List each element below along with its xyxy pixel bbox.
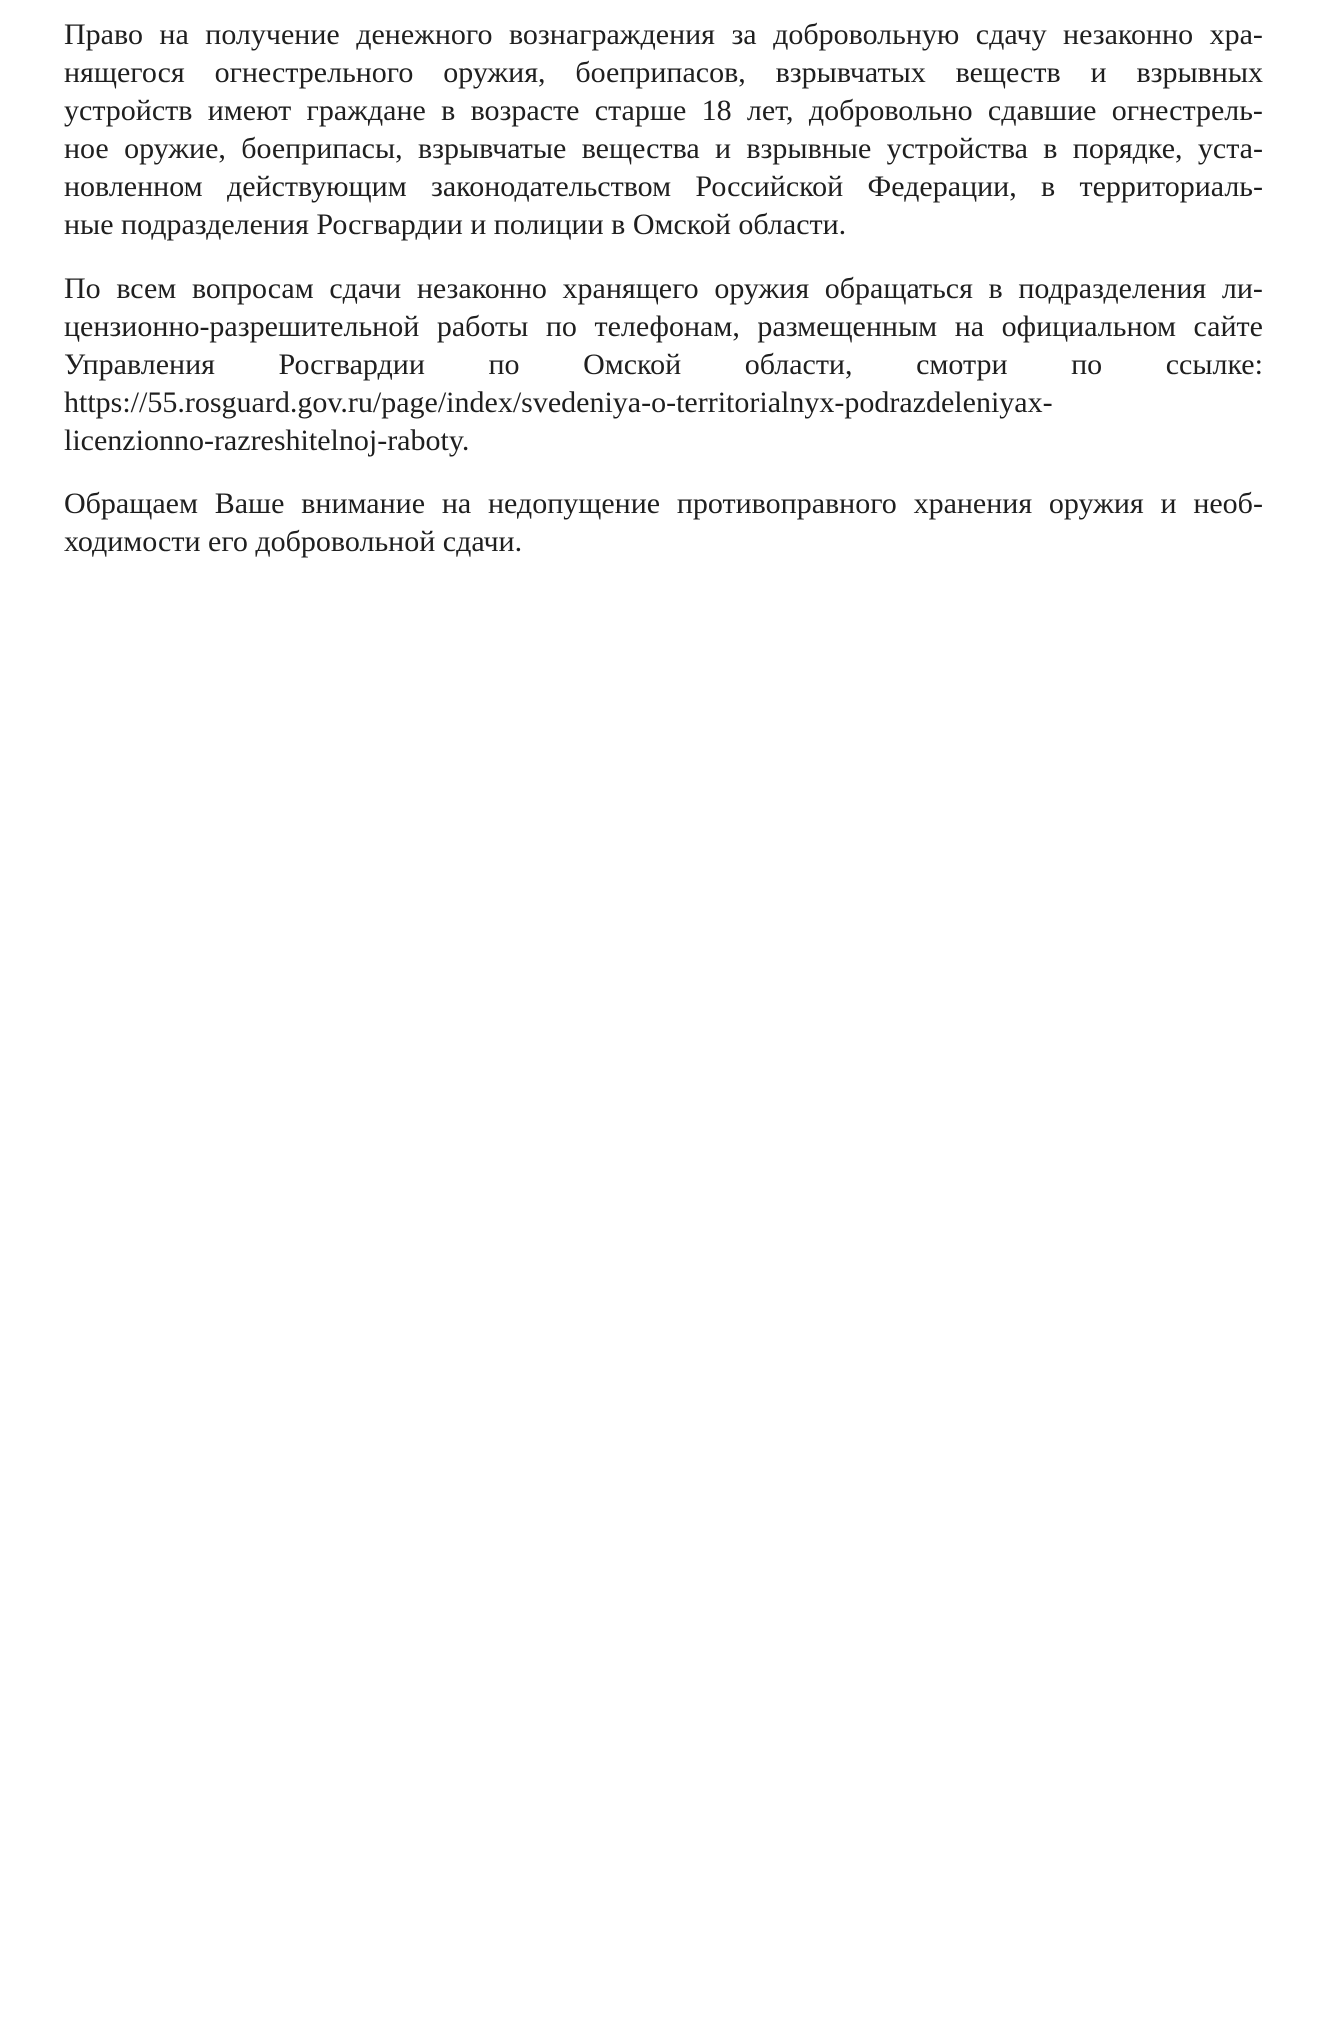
word: на xyxy=(159,18,189,51)
word: лет, xyxy=(746,94,794,127)
word: в xyxy=(988,272,1003,305)
word: Росгвардии xyxy=(278,348,425,381)
word: ное xyxy=(64,132,109,165)
word: обращаться xyxy=(824,272,973,305)
word: порядке, xyxy=(1072,132,1183,165)
text-line xyxy=(64,92,1263,130)
word: нящегося xyxy=(64,56,185,89)
word: законодательством xyxy=(431,170,672,203)
word: хранящего xyxy=(562,272,699,305)
word: боеприпасов, xyxy=(575,56,746,89)
word: телефонам, xyxy=(594,310,740,343)
word: Федерации, xyxy=(867,170,1017,203)
word: противоправного xyxy=(676,487,897,520)
word: и xyxy=(1160,487,1177,520)
word: ссылке: xyxy=(1165,348,1263,381)
word: хранения xyxy=(913,487,1033,520)
word: взрывных xyxy=(1136,56,1263,89)
text-line xyxy=(64,270,1263,308)
word: на xyxy=(441,487,472,520)
word: хра- xyxy=(1209,18,1263,51)
word: по xyxy=(488,348,520,381)
word: новленном xyxy=(64,170,203,203)
word: на xyxy=(954,310,985,343)
word: вопросам xyxy=(191,272,314,305)
word: возрасте xyxy=(470,94,580,127)
word: области, xyxy=(744,348,853,381)
word: взрывчатые xyxy=(417,132,567,165)
word: устройства xyxy=(886,132,1028,165)
word: взрывчатых xyxy=(775,56,926,89)
word: сдавшие xyxy=(987,94,1097,127)
text-line: ные подразделения Росгвардии и полиции в Омской области. xyxy=(64,208,847,241)
word: внимание xyxy=(301,487,426,520)
word: и xyxy=(1090,56,1107,89)
word: Омской xyxy=(583,348,682,381)
word: официальном xyxy=(1001,310,1176,343)
word: действующим xyxy=(226,170,407,203)
word: вознаграждения xyxy=(508,18,715,51)
text-line xyxy=(64,130,1263,168)
word: уста- xyxy=(1197,132,1263,165)
word: недопущение xyxy=(487,487,661,520)
word: Ваше xyxy=(214,487,285,520)
text-line: ходимости его добровольной сдачи. xyxy=(64,525,523,558)
word: добровольно xyxy=(808,94,973,127)
word: незаконно xyxy=(416,272,547,305)
word: в xyxy=(1041,170,1056,203)
word: устройств xyxy=(64,94,193,127)
word: в xyxy=(1043,132,1058,165)
word: территориаль- xyxy=(1079,170,1263,203)
word: Право xyxy=(64,18,143,51)
text-line xyxy=(64,16,1263,54)
word: оружия xyxy=(714,272,810,305)
word: старше xyxy=(594,94,687,127)
word: 18 xyxy=(701,94,732,127)
word: денежного xyxy=(356,18,493,51)
word: незаконно xyxy=(1063,18,1194,51)
word: смотри xyxy=(916,348,1008,381)
word: и xyxy=(715,132,732,165)
word: работы xyxy=(436,310,529,343)
word: оружия xyxy=(1048,487,1144,520)
url-line: https://55.rosguard.gov.ru/page/index/svedeniya-o-territorialnyx-podrazdeleniyax- xyxy=(64,386,1053,419)
word: оружия, xyxy=(443,56,546,89)
url-line: licenzionno-razreshitelnoj-raboty. xyxy=(64,424,470,457)
paragraph-attention-notice xyxy=(64,485,1263,561)
word: в xyxy=(441,94,456,127)
word: имеют xyxy=(207,94,292,127)
word: получение xyxy=(205,18,340,51)
word: за xyxy=(731,18,757,51)
word: по xyxy=(545,310,577,343)
word: сайте xyxy=(1193,310,1263,343)
text-line xyxy=(64,308,1263,346)
word: Управления xyxy=(64,348,215,381)
word: огнестрель- xyxy=(1111,94,1263,127)
word: взрывные xyxy=(746,132,872,165)
word: сдачу xyxy=(975,18,1047,51)
word: оружие, xyxy=(124,132,226,165)
word: По xyxy=(64,272,101,305)
paragraph-contact-info xyxy=(64,270,1263,460)
word: боеприпасы, xyxy=(241,132,403,165)
text-line xyxy=(64,346,1263,384)
word: Обращаем xyxy=(64,487,198,520)
word: цензионно-разрешительной xyxy=(64,310,420,343)
word: добровольную xyxy=(773,18,960,51)
word: веществ xyxy=(955,56,1061,89)
word: Российской xyxy=(695,170,844,203)
word: необ- xyxy=(1193,487,1263,520)
word: подразделения xyxy=(1018,272,1207,305)
text-line xyxy=(64,168,1263,206)
word: сдачи xyxy=(329,272,402,305)
text-line xyxy=(64,485,1263,523)
word: по xyxy=(1071,348,1103,381)
word: ли- xyxy=(1221,272,1263,305)
word: размещенным xyxy=(757,310,938,343)
paragraph-reward-eligibility xyxy=(64,16,1263,244)
word: всем xyxy=(116,272,177,305)
word: граждане xyxy=(306,94,426,127)
word: огнестрельного xyxy=(214,56,414,89)
word: вещества xyxy=(581,132,700,165)
text-line xyxy=(64,54,1263,92)
